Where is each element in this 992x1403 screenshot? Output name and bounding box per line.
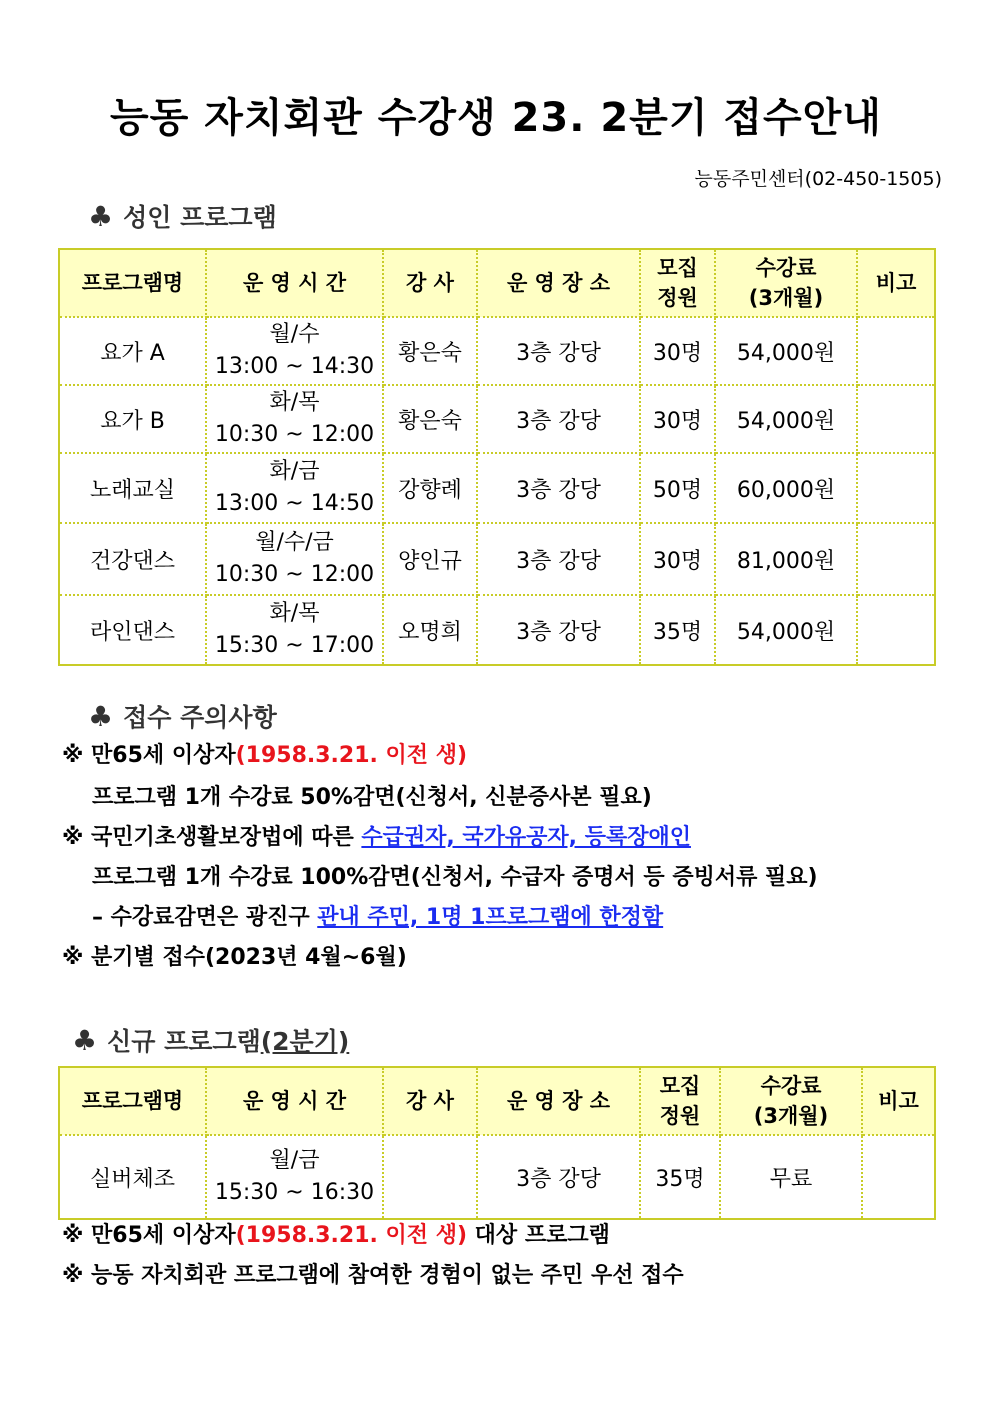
club-suit-icon: ♣ — [88, 699, 114, 733]
fee-cell: 60,000원 — [715, 453, 857, 523]
birth-date-condition: (1958.3.21. 이전 생) — [235, 743, 468, 768]
discount-limit-condition: 관내 주민, 1명 1프로그램에 한정함 — [317, 905, 664, 930]
instructor-cell — [383, 1135, 477, 1219]
table-row — [59, 317, 935, 385]
table-header-row — [59, 249, 935, 317]
location-cell: 3층 강당 — [477, 385, 640, 453]
location-cell: 3층 강당 — [477, 1135, 640, 1219]
schedule-cell — [206, 317, 383, 385]
instructor-cell: 양인규 — [383, 523, 477, 595]
header-instructor: 강 사 — [383, 1067, 477, 1135]
schedule-time: 13:00 ~ 14:50 — [214, 491, 375, 516]
capacity-cell: 50명 — [640, 453, 715, 523]
program-name-cell: 요가 B — [59, 385, 206, 453]
schedule-days: 화/목 — [269, 601, 320, 626]
table-row — [59, 453, 935, 523]
location-cell: 3층 강당 — [477, 317, 640, 385]
welfare-discount-detail: 프로그램 1개 수강료 100%감면(신청서, 수급자 증명서 등 증빙서류 필요) — [92, 865, 818, 890]
capacity-cell: 30명 — [640, 523, 715, 595]
note-cell — [857, 523, 935, 595]
fee-cell: 54,000원 — [715, 317, 857, 385]
fee-cell: 54,000원 — [715, 595, 857, 665]
table-row — [59, 1135, 935, 1219]
new-program-table — [58, 1066, 936, 1220]
notice-section-title: 접수 주의사항 — [123, 703, 277, 732]
table-header-row — [59, 1067, 935, 1135]
location-cell: 3층 강당 — [477, 595, 640, 665]
header-fee: 수강료 (3개월) — [715, 249, 857, 317]
instructor-cell: 황은숙 — [383, 317, 477, 385]
club-suit-icon: ♣ — [88, 199, 114, 233]
header-program-name: 프로그램명 — [59, 249, 206, 317]
capacity-cell: 30명 — [640, 385, 715, 453]
schedule-days: 월/수 — [269, 322, 320, 347]
new-section-heading — [72, 1022, 349, 1058]
header-capacity: 모집 정원 — [640, 1067, 720, 1135]
instructor-cell: 황은숙 — [383, 385, 477, 453]
schedule-days: 화/금 — [269, 459, 320, 484]
welfare-discount-line: ※ 국민기초생활보장법에 따른 수급권자, 국가유공자, 등록장애인 — [62, 825, 691, 850]
program-name-cell: 실버체조 — [59, 1135, 206, 1219]
table-row — [59, 595, 935, 665]
table-row — [59, 385, 935, 453]
schedule-time: 15:30 ~ 16:30 — [214, 1180, 375, 1205]
header-schedule: 운 영 시 간 — [206, 249, 383, 317]
new-program-target-line: ※ 만65세 이상자(1958.3.21. 이전 생) 대상 프로그램 — [62, 1223, 610, 1248]
senior-discount-line: ※ 만65세 이상자(1958.3.21. 이전 생) — [62, 743, 468, 768]
schedule-cell — [206, 1135, 383, 1219]
note-cell — [857, 595, 935, 665]
schedule-time: 15:30 ~ 17:00 — [214, 633, 375, 658]
header-location: 운 영 장 소 — [477, 1067, 640, 1135]
adult-section-title: 성인 프로그램 — [123, 203, 277, 232]
capacity-cell: 35명 — [640, 595, 715, 665]
adult-program-table — [58, 248, 936, 666]
birth-date-condition: (1958.3.21. 이전 생) — [235, 1223, 468, 1248]
location-cell: 3층 강당 — [477, 523, 640, 595]
header-program-name: 프로그램명 — [59, 1067, 206, 1135]
fee-cell: 54,000원 — [715, 385, 857, 453]
fee-cell: 무료 — [720, 1135, 862, 1219]
note-cell — [862, 1135, 935, 1219]
header-instructor: 강 사 — [383, 249, 477, 317]
notice-section-heading — [88, 698, 277, 734]
program-name-cell: 라인댄스 — [59, 595, 206, 665]
schedule-time: 10:30 ~ 12:00 — [214, 562, 375, 587]
new-section-title: 신규 프로그램(2분기) — [107, 1027, 350, 1056]
schedule-cell — [206, 453, 383, 523]
instructor-cell: 오명희 — [383, 595, 477, 665]
schedule-time: 13:00 ~ 14:30 — [214, 354, 375, 379]
program-name-cell: 노래교실 — [59, 453, 206, 523]
note-cell — [857, 453, 935, 523]
page-title: 능동 자치회관 수강생 23. 2분기 접수안내 — [110, 95, 882, 141]
program-name-cell: 요가 A — [59, 317, 206, 385]
header-schedule: 운 영 시 간 — [206, 1067, 383, 1135]
schedule-cell — [206, 385, 383, 453]
adult-section-heading — [88, 198, 277, 234]
schedule-days: 월/수/금 — [255, 530, 334, 555]
header-location: 운 영 장 소 — [477, 249, 640, 317]
eligible-groups: 수급권자, 국가유공자, 등록장애인 — [361, 825, 691, 850]
quarterly-registration-line: ※ 분기별 접수(2023년 4월~6월) — [62, 945, 407, 970]
capacity-cell: 30명 — [640, 317, 715, 385]
header-fee: 수강료 (3개월) — [720, 1067, 862, 1135]
schedule-cell — [206, 523, 383, 595]
header-capacity: 모집 정원 — [640, 249, 715, 317]
table-row — [59, 523, 935, 595]
discount-limit-line: – 수강료감면은 광진구 관내 주민, 1명 1프로그램에 한정함 — [92, 905, 664, 930]
header-note: 비고 — [862, 1067, 935, 1135]
schedule-days: 월/금 — [269, 1148, 320, 1173]
note-cell — [857, 385, 935, 453]
schedule-cell — [206, 595, 383, 665]
note-cell — [857, 317, 935, 385]
instructor-cell: 강향례 — [383, 453, 477, 523]
senior-discount-detail: 프로그램 1개 수강료 50%감면(신청서, 신분증사본 필요) — [92, 785, 652, 810]
program-name-cell: 건강댄스 — [59, 523, 206, 595]
location-cell: 3층 강당 — [477, 453, 640, 523]
fee-cell: 81,000원 — [715, 523, 857, 595]
contact-info: 능동주민센터(02-450-1505) — [694, 168, 942, 190]
schedule-time: 10:30 ~ 12:00 — [214, 422, 375, 447]
club-suit-icon: ♣ — [72, 1023, 98, 1057]
priority-registration-line: ※ 능동 자치회관 프로그램에 참여한 경험이 없는 주민 우선 접수 — [62, 1263, 684, 1288]
capacity-cell: 35명 — [640, 1135, 720, 1219]
schedule-days: 화/목 — [269, 390, 320, 415]
header-note: 비고 — [857, 249, 935, 317]
